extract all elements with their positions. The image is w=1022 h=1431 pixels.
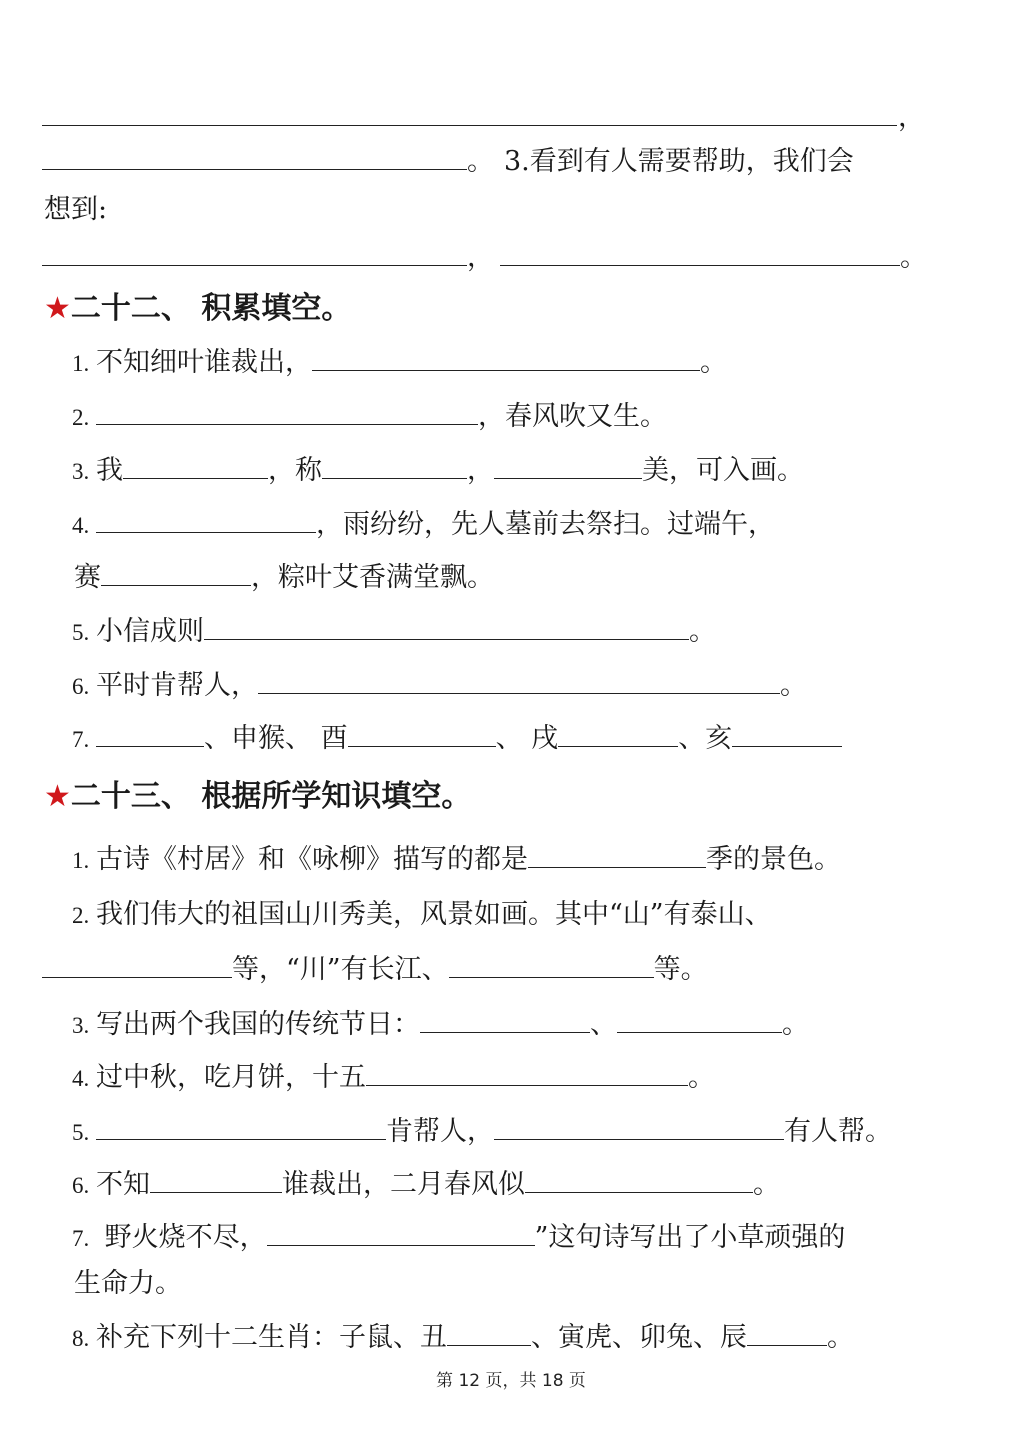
- item-text: 。: [780, 670, 807, 701]
- answer-blank[interactable]: [747, 1344, 827, 1346]
- answer-blank[interactable]: [494, 477, 642, 479]
- answer-blank[interactable]: [150, 1191, 282, 1193]
- list-item: [72, 846, 841, 873]
- item-text: 。: [700, 347, 727, 378]
- answer-blank[interactable]: [267, 1244, 535, 1246]
- item-text: 野火烧不尽，: [96, 1222, 267, 1253]
- list-item: [72, 349, 727, 376]
- item-text: ，粽叶艾香满堂飘。: [251, 562, 494, 593]
- item-number: 3.: [72, 459, 90, 484]
- item-text: 等，“川”有长江、: [232, 954, 449, 985]
- item-text: ，雨纷纷，先人墓前去祭扫。过端午，: [316, 509, 775, 540]
- answer-blank[interactable]: [258, 692, 780, 694]
- list-item-continuation: 生命力。: [74, 1268, 182, 1299]
- item-number: 7.: [72, 727, 90, 752]
- item-text: ，春风吹又生。: [478, 401, 667, 432]
- section-23-heading: [44, 779, 472, 814]
- list-item: [72, 1118, 892, 1145]
- item-text: 美，可入画。: [642, 455, 804, 486]
- answer-blank[interactable]: [732, 745, 842, 747]
- answer-blank[interactable]: [322, 477, 467, 479]
- answer-blank[interactable]: [348, 745, 496, 747]
- punctuation: ，: [898, 102, 925, 133]
- page-number: 第 12 页，共 18 页: [436, 1371, 586, 1391]
- question-3-text: 3.看到有人需要帮助，我们会: [504, 146, 854, 177]
- answer-blank[interactable]: [420, 1031, 590, 1033]
- item-text: 、申猴、 酉: [204, 723, 348, 754]
- answer-blank[interactable]: [101, 584, 251, 586]
- item-number: 4.: [72, 1066, 90, 1091]
- item-text: 季的景色。: [706, 844, 841, 875]
- item-number: 2.: [72, 405, 90, 430]
- item-text: 不知: [96, 1169, 150, 1200]
- star-icon: ★: [44, 779, 71, 814]
- item-number: 8.: [72, 1326, 90, 1351]
- list-item: [72, 457, 804, 484]
- item-text: 。: [753, 1169, 780, 1200]
- item-text: 。: [689, 616, 716, 647]
- answer-blank[interactable]: [96, 745, 204, 747]
- list-item: [72, 901, 772, 928]
- answer-blank[interactable]: [42, 264, 467, 266]
- item-number: 6.: [72, 1173, 90, 1198]
- question-3-line: [42, 148, 854, 175]
- item-text: 赛: [74, 562, 101, 593]
- section-22-heading: [44, 291, 352, 326]
- item-text: 小信成则: [96, 616, 204, 647]
- answer-blank[interactable]: [96, 423, 478, 425]
- item-text: 、亥: [678, 723, 733, 754]
- item-text: ，称: [268, 455, 322, 486]
- item-text: 、寅虎、卯兔、辰: [531, 1322, 747, 1353]
- item-text: 我: [96, 455, 123, 486]
- answer-line[interactable]: [42, 125, 897, 126]
- item-number: 1.: [72, 848, 90, 873]
- item-text: 。: [827, 1322, 854, 1353]
- item-number: 1.: [72, 351, 90, 376]
- list-item: [72, 618, 716, 645]
- answer-blank[interactable]: [525, 1191, 753, 1193]
- item-text: ”这句诗写出了小草顽强的: [534, 1222, 846, 1253]
- answer-blank[interactable]: [96, 531, 316, 533]
- list-item: [72, 1064, 715, 1091]
- answer-blank[interactable]: [528, 866, 706, 868]
- item-text: ，: [467, 455, 494, 486]
- answer-blank[interactable]: [447, 1344, 531, 1346]
- item-text: 、: [590, 1009, 617, 1040]
- answer-blank[interactable]: [204, 638, 689, 640]
- section-title: 二十三、 根据所学知识填空。: [70, 779, 472, 814]
- item-text: 等。: [653, 954, 708, 985]
- answer-blank[interactable]: [366, 1084, 688, 1086]
- star-icon: ★: [44, 291, 71, 326]
- item-number: 3.: [72, 1013, 90, 1038]
- item-number: 2.: [72, 903, 90, 928]
- answer-blank[interactable]: [558, 745, 678, 747]
- item-number: 6.: [72, 674, 90, 699]
- list-item: [72, 1224, 845, 1251]
- item-text: 谁裁出，二月春风似: [282, 1169, 525, 1200]
- answer-blank[interactable]: [312, 369, 700, 371]
- list-item-continuation: [74, 564, 494, 591]
- item-text: 肯帮人，: [386, 1116, 494, 1147]
- item-text: 古诗《村居》和《咏柳》描写的都是: [96, 844, 528, 875]
- answer-row: [42, 244, 927, 271]
- list-item: [72, 1171, 780, 1198]
- answer-blank[interactable]: [42, 168, 467, 170]
- list-item: [72, 403, 667, 430]
- answer-blank[interactable]: [494, 1138, 784, 1140]
- answer-blank[interactable]: [500, 264, 900, 266]
- list-item: [72, 672, 807, 699]
- item-text: 过中秋，吃月饼，十五: [96, 1062, 366, 1093]
- answer-blank[interactable]: [617, 1031, 782, 1033]
- item-text: 不知细叶谁裁出，: [96, 347, 312, 378]
- item-number: 5.: [72, 1120, 90, 1145]
- list-item: [72, 1324, 854, 1351]
- item-text: 补充下列十二生肖：子鼠、丑: [96, 1322, 447, 1353]
- item-text: 、 戌: [495, 723, 559, 754]
- punctuation: ，: [467, 242, 494, 273]
- item-text: 写出两个我国的传统节日：: [96, 1009, 420, 1040]
- answer-blank[interactable]: [123, 477, 268, 479]
- item-text: 我们伟大的祖国山川秀美，风景如画。其中“山”有泰山、: [96, 899, 772, 930]
- item-text: 有人帮。: [784, 1116, 892, 1147]
- list-item: [72, 725, 842, 752]
- item-number: 7.: [72, 1226, 90, 1251]
- question-3-continuation: 想到:: [44, 194, 108, 225]
- answer-blank[interactable]: [449, 976, 654, 978]
- item-text: 。: [782, 1009, 809, 1040]
- item-text: 。: [688, 1062, 715, 1093]
- section-title: 二十二、 积累填空。: [70, 291, 352, 326]
- punctuation: 。: [467, 146, 494, 177]
- item-text: 平时肯帮人，: [96, 670, 258, 701]
- list-item: [72, 511, 775, 538]
- item-number: 5.: [72, 620, 90, 645]
- answer-blank[interactable]: [42, 976, 232, 978]
- list-item-continuation: [42, 956, 708, 983]
- item-number: 4.: [72, 513, 90, 538]
- list-item: [72, 1011, 809, 1038]
- answer-blank[interactable]: [96, 1138, 386, 1140]
- punctuation: 。: [900, 242, 927, 273]
